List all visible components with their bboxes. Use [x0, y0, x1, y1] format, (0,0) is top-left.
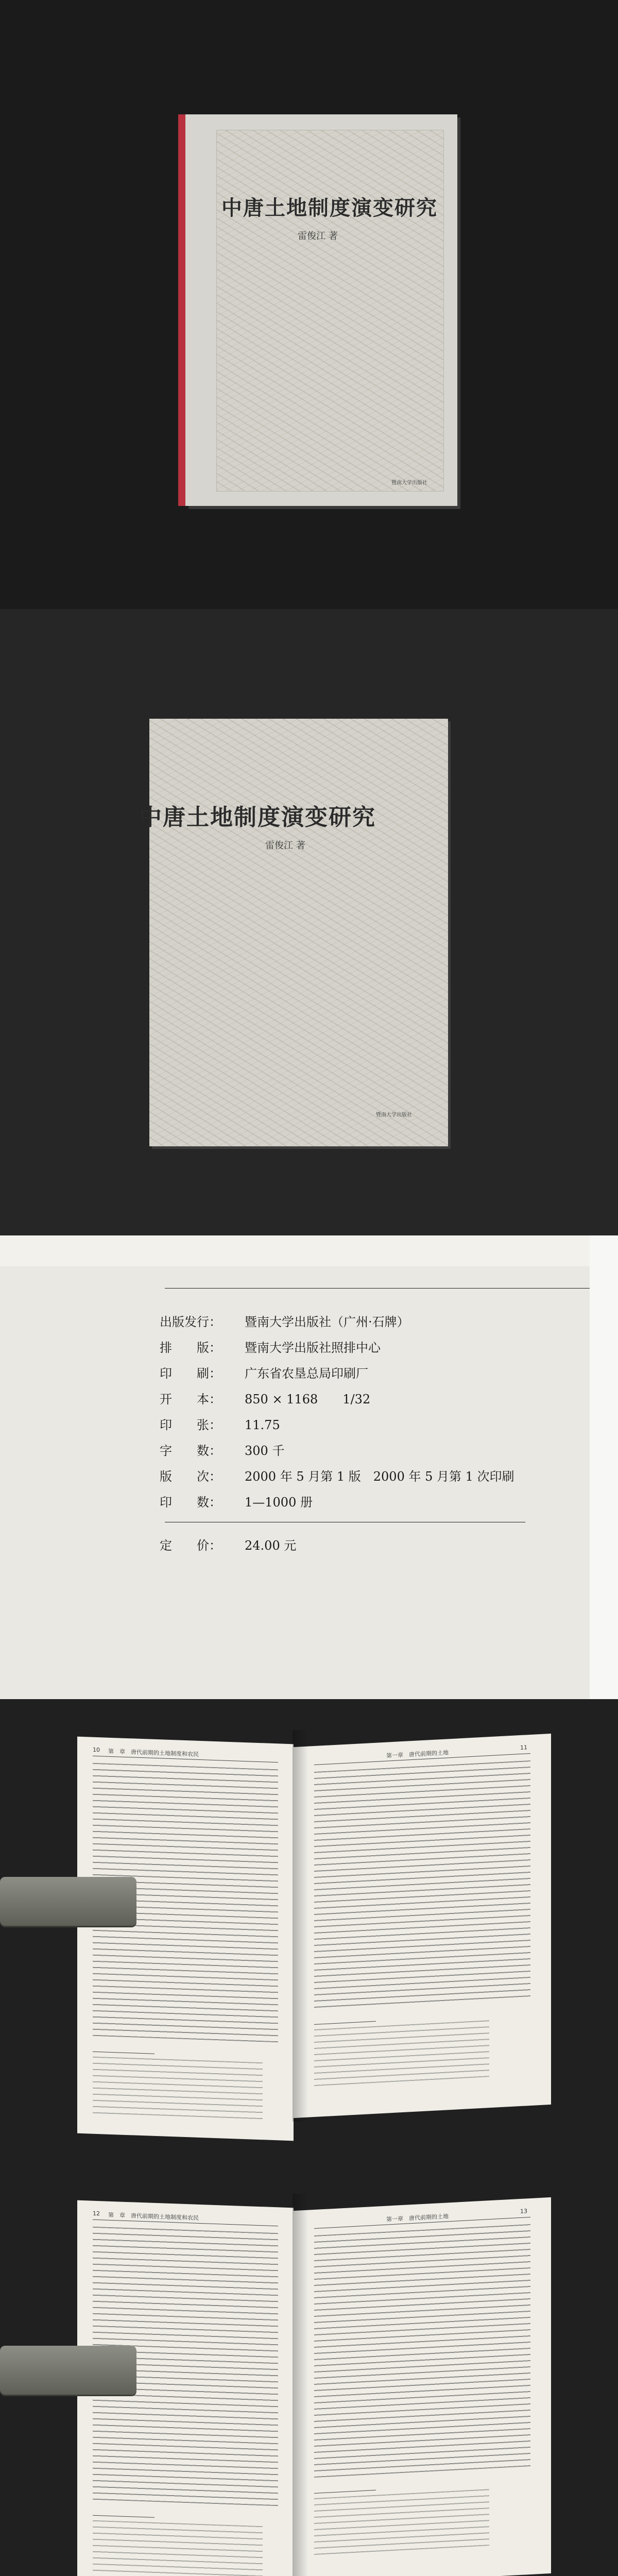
book-gutter [293, 1730, 308, 2122]
footnotes [314, 2489, 489, 2555]
right-page [294, 2197, 551, 2576]
copyright-row [160, 1389, 370, 1407]
copyright-row [160, 1312, 409, 1330]
cover-illustration [149, 719, 448, 1146]
copyright-row [160, 1363, 368, 1381]
cover-author: 雷俊江 著 [265, 840, 305, 851]
rule-top [165, 1288, 597, 1289]
photo-front-cover-flat [0, 609, 618, 1235]
copyright-row [160, 1492, 313, 1510]
row-label: 印 刷： [160, 1366, 221, 1381]
copyright-row [160, 1466, 514, 1484]
cover-publisher: 暨南大学出版社 [376, 1112, 412, 1118]
row-value: 24.00 元 [245, 1538, 297, 1553]
row-value: 暨南大学出版社照排中心 [245, 1341, 381, 1355]
row-value: 300 千 [245, 1444, 285, 1458]
page-top-blur [0, 1235, 618, 1266]
cover-title: 中唐土地制度演变研究 [139, 804, 376, 831]
cover-illustration [216, 130, 444, 492]
book-front-cover [185, 114, 457, 506]
row-label: 开 本： [160, 1392, 221, 1406]
photo-inner-spread-1 [0, 1699, 618, 2168]
row-label: 版 次： [160, 1469, 221, 1484]
left-folio: 12 [93, 2210, 100, 2217]
copyright-row [160, 1415, 280, 1433]
left-running-header: 第 章 唐代前期的土地制度和农民 [108, 2211, 199, 2222]
book-gutter [293, 2194, 308, 2576]
footnotes [93, 2520, 263, 2576]
page-weight [0, 2346, 136, 2395]
right-running-header: 第一章 唐代前期的土地 [386, 1749, 449, 1759]
footnote-rule [93, 2515, 154, 2518]
row-label: 排 版： [160, 1341, 221, 1355]
footnote-rule [314, 2021, 376, 2025]
photo-front-cover [0, 0, 618, 609]
right-page [294, 1734, 551, 2118]
footnote-rule [314, 2490, 376, 2494]
copyright-row [160, 1337, 381, 1355]
photo-copyright-page [0, 1235, 618, 1699]
right-folio: 13 [520, 2208, 527, 2215]
row-value: 2000 年 5 月第 1 版 2000 年 5 月第 1 次印刷 [245, 1469, 514, 1484]
body-text [314, 2224, 530, 2478]
page-edge [590, 1235, 618, 1699]
right-running-header: 第一章 唐代前期的土地 [386, 2213, 449, 2223]
photo-inner-spread-2 [0, 2168, 618, 2576]
left-running-header: 第 章 唐代前期的土地制度和农民 [108, 1748, 199, 1758]
row-value: 广东省农垦总局印刷厂 [245, 1366, 368, 1381]
row-label: 字 数： [160, 1444, 221, 1458]
left-page [77, 1737, 294, 2141]
footnote-rule [93, 2052, 154, 2054]
copyright-row [160, 1440, 284, 1459]
cover-publisher: 暨南大学出版社 [391, 480, 427, 486]
row-label: 定 价： [160, 1538, 221, 1553]
right-folio: 11 [520, 1744, 527, 1752]
row-value: 850 × 1168 1/32 [245, 1392, 371, 1406]
body-text [314, 1760, 530, 2009]
row-label: 印 张： [160, 1418, 221, 1432]
row-value: 11.75 [245, 1418, 280, 1432]
cover-title: 中唐土地制度演变研究 [221, 196, 438, 220]
footnotes [93, 2057, 263, 2120]
cover-author: 雷俊江 著 [298, 231, 338, 242]
row-value: 1—1000 册 [245, 1495, 313, 1510]
row-label: 印 数： [160, 1495, 221, 1510]
page-weight [0, 1877, 136, 1926]
book-spine [178, 114, 185, 506]
row-label: 出版发行： [160, 1315, 221, 1329]
footnotes [314, 2020, 489, 2086]
left-folio: 10 [93, 1746, 100, 1754]
book-front-cover-flat [139, 719, 448, 1146]
copyright-row-price [160, 1535, 296, 1553]
row-value: 暨南大学出版社（广州·石牌） [245, 1315, 409, 1329]
